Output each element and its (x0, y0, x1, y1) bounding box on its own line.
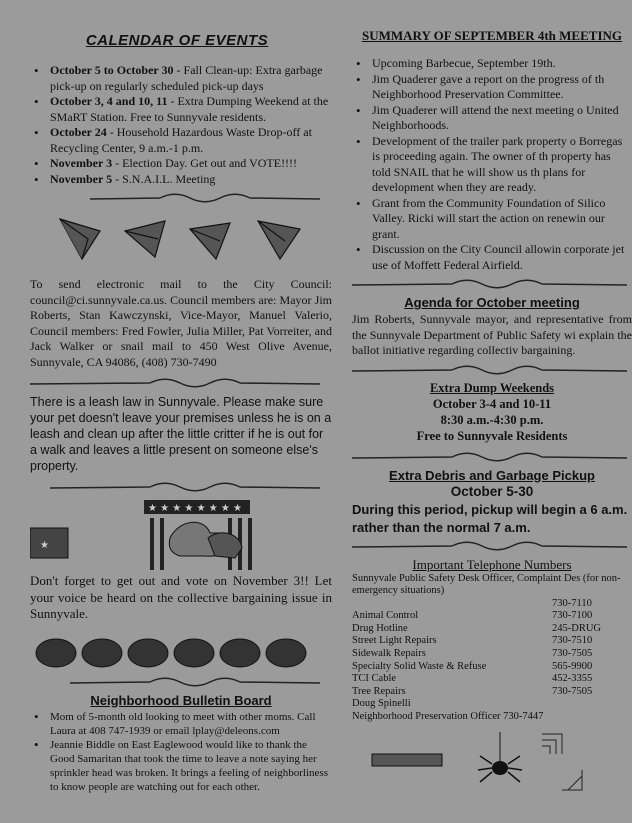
event-list (30, 63, 332, 187)
list-item: • Jeannie Biddle on East Eaglewood would like to thank the Good Samaritan that took the time to leave a note saying her sprinkler head was broken. It brings a feeling of neighborliness to know people are watching out for each other. (30, 738, 332, 794)
table-row: Sidewalk Repairs 730-7505 (352, 648, 593, 660)
list-item: • Grant from the Community Foundation of Silico Valley. Ricki will start the action on renewin our grant. (352, 196, 632, 243)
list-item: • Jim Quaderer will attend the next meeting o United Neighborhoods. (352, 103, 632, 134)
left-column (30, 0, 332, 794)
list-item: • Discussion on the City Council allowin corporate jet use of Moffett Federal Airfield. (352, 242, 632, 273)
pumpkin-icons (30, 629, 332, 671)
table-row: TCI Cable 452-3355 (352, 673, 593, 685)
agenda-paragraph: Jim Roberts, Sunnyvale mayor, and representative from the Sunnyvale Department of Public Safety wi explain the ballot initiative regarding collectiv bargaining. (352, 312, 632, 357)
spider-decoration (352, 732, 632, 792)
dump-line: Free to Sunnyvale Residents (416, 428, 568, 443)
list-item: • Jim Quaderer gave a report on the progress of th Neighborhood Preservation Committee. (352, 72, 632, 103)
vote-illustration (30, 498, 332, 573)
ornament-divider (30, 675, 332, 689)
ornament-divider (30, 376, 332, 390)
list-item: • November 3 - Election Day. Get out and VOTE!!!! (30, 156, 332, 172)
summary-list (352, 56, 632, 273)
list-item: • Development of the trailer park property o Borregas is proceeding again. The owner of th property has told SNAIL that he will show us th plans for development when they are ready. (352, 134, 632, 196)
leash-law-paragraph: There is a leash law in Sunnyvale. Please make sure your pet doesn't leave your premises unless he is on a leash and clean up after the little critter if he is out for a walk and leaves a little present on someone else's property. (30, 395, 332, 473)
summary-title: SUMMARY OF SEPTEMBER 4th MEETING (361, 28, 623, 43)
svg-text:★: ★ (40, 540, 49, 551)
list-item: • Upcoming Barbecue, September 19th. (352, 56, 632, 72)
table-row: Street Light Repairs 730-7510 (352, 635, 593, 647)
phone-title: Important Telephone Numbers (412, 556, 572, 572)
debris-title: Extra Debris and Garbage Pickup (389, 467, 595, 483)
phone-last: Neighborhood Preservation Officer 730-7447 (352, 711, 544, 723)
list-item: • October 3, 4 and 10, 11 - Extra Dumping Weekend at the SMaRT Station. Free to Sunnyvale residents. (30, 94, 332, 125)
ornament-divider (352, 363, 632, 377)
dump-line: October 3-4 and 10-11 (432, 396, 552, 411)
debris-dates: October 5-30 (450, 483, 534, 499)
agenda-title: Agenda for October meeting (404, 295, 580, 310)
dump-title: Extra Dump Weekends (429, 380, 555, 395)
envelope-icons (30, 209, 332, 271)
table-row: Specialty Solid Waste & Refuse 565-9900 (352, 660, 593, 672)
svg-text:★ ★ ★ ★ ★ ★ ★ ★: ★ ★ ★ ★ ★ ★ ★ ★ (148, 503, 242, 514)
dump-line: 8:30 a.m.-4:30 p.m. (440, 412, 544, 427)
list-item: • November 5 - S.N.A.I.L. Meeting (30, 172, 332, 188)
list-item: • Mom of 5-month old looking to meet with other moms. Call Laura at 408 747-1939 or email lplay@deleons.com (30, 710, 332, 738)
calendar-title: CALENDAR OF EVENTS (85, 32, 269, 49)
table-row: Doug Spinelli (352, 698, 411, 710)
ornament-divider (352, 277, 632, 291)
vote-paragraph: Don't forget to get out and vote on November 3!! Let your voice be heard on the collective bargaining issue in Sunnyvale. (30, 573, 332, 621)
table-row: Animal Control 730-7100 (352, 610, 593, 622)
right-column (352, 0, 632, 792)
list-item: • October 5 to October 30 - Fall Clean-up: Extra garbage pick-up on regularly scheduled pick-up days (30, 63, 332, 94)
bulletin-title: Neighborhood Bulletin Board (90, 692, 272, 708)
table-row: Drug Hotline 245-DRUG (352, 622, 601, 634)
council-email-paragraph: To send electronic mail to the City Council: council@ci.sunnyvale.ca.us. Council members are: Mayor Jim Roberts, Stan Kawczynski, Vice-Mayor, Manuel Valerio, Council members: Fred Fowler, Julia Miller, Pat Vorreiter, and Jack Walker or snail mail to 450 West Olive Avenue, Sunnyvale, CA 94086, (408) 730-7490 (30, 277, 332, 369)
phone-intro: Sunnyvale Public Safety Desk Officer, Complaint Des (for non-emergency situations) (352, 572, 621, 597)
list-item: • October 24 - Household Hazardous Waste Drop-off at Recycling Center, 9 a.m.-1 p.m. (30, 125, 332, 156)
ornament-divider (30, 191, 332, 205)
table-row: Tree Repairs 730-7505 (352, 685, 593, 697)
ornament-divider (352, 539, 632, 553)
ornament-divider (352, 450, 632, 464)
table-row: 730-7110 (552, 597, 592, 609)
debris-paragraph: During this period, pickup will begin a 6 a.m. rather than the normal 7 a.m. (352, 501, 628, 535)
ornament-divider (30, 480, 332, 494)
envelope-icon (60, 219, 300, 259)
bulletin-list (30, 710, 332, 794)
